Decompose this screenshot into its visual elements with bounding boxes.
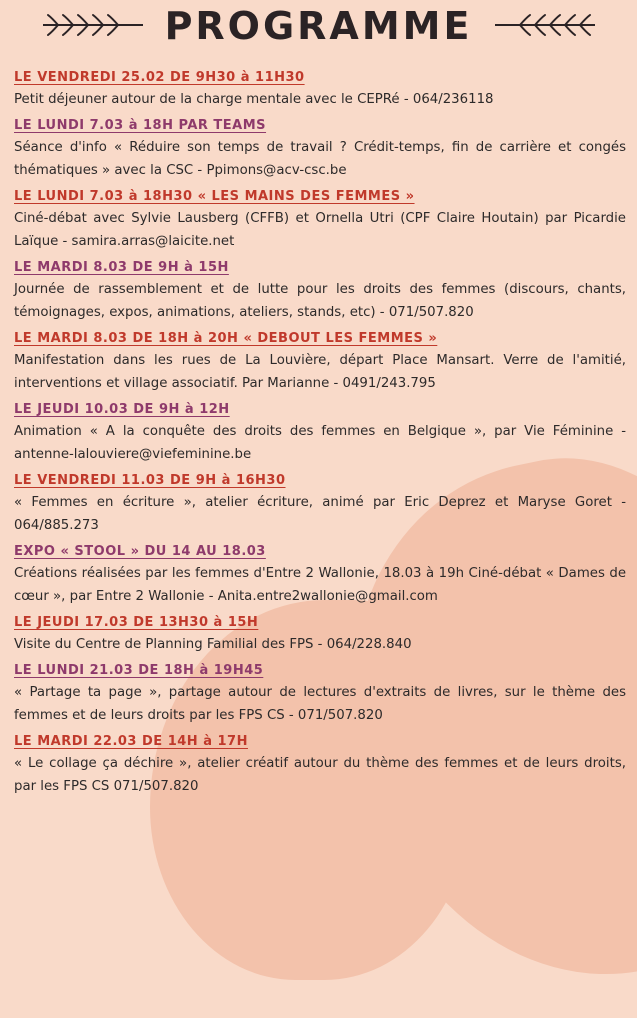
event-description: Manifestation dans les rues de La Louvière, départ Place Mansart. Verre de l'amitié, interventions et village associatif. Par Marianne - 0491/243.795 bbox=[14, 353, 626, 391]
event-heading: LE VENDREDI 11.03 DE 9H à 16H30 bbox=[14, 473, 286, 488]
event-item bbox=[14, 331, 626, 395]
event-description: « Le collage ça déchire », atelier créatif autour du thème des femmes et de leurs droits, par les FPS CS 071/507.820 bbox=[14, 756, 626, 794]
event-description: « Femmes en écriture », atelier écriture, animé par Eric Deprez et Maryse Goret - 064/885.273 bbox=[14, 495, 626, 533]
event-heading: LE JEUDI 17.03 DE 13H30 à 15H bbox=[14, 615, 259, 630]
event-description: Journée de rassemblement et de lutte pour les droits des femmes (discours, chants, témoignages, expos, animations, ateliers, stands, etc) - 071/507.820 bbox=[14, 282, 626, 320]
event-heading: LE LUNDI 7.03 à 18H PAR TEAMS bbox=[14, 118, 267, 133]
event-heading: LE MARDI 22.03 DE 14H à 17H bbox=[14, 734, 248, 749]
event-item bbox=[14, 544, 626, 608]
event-heading: LE MARDI 8.03 DE 18H à 20H « DEBOUT LES FEMMES » bbox=[14, 331, 438, 346]
right-branch-icon bbox=[490, 10, 600, 40]
event-heading: EXPO « STOOL » DU 14 AU 18.03 bbox=[14, 544, 266, 559]
event-item bbox=[14, 734, 626, 798]
event-list bbox=[14, 70, 626, 805]
event-heading: LE LUNDI 21.03 DE 18H à 19H45 bbox=[14, 663, 264, 678]
event-item bbox=[14, 118, 626, 182]
event-item bbox=[14, 615, 626, 656]
event-description: « Partage ta page », partage autour de lectures d'extraits de livres, sur le thème des femmes et de leurs droits par les FPS CS - 071/507.820 bbox=[14, 685, 626, 723]
event-heading: LE MARDI 8.03 DE 9H à 15H bbox=[14, 260, 229, 275]
event-description: Visite du Centre de Planning Familial des FPS - 064/228.840 bbox=[14, 637, 412, 652]
event-description: Petit déjeuner autour de la charge mentale avec le CEPRé - 064/236118 bbox=[14, 92, 494, 107]
event-heading: LE LUNDI 7.03 à 18H30 « LES MAINS DES FEMMES » bbox=[14, 189, 415, 204]
event-item bbox=[14, 70, 626, 111]
event-item bbox=[14, 473, 626, 537]
event-description: Animation « A la conquête des droits des femmes en Belgique », par Vie Féminine - antenne-lalouviere@viefeminine.be bbox=[14, 424, 626, 462]
event-item bbox=[14, 260, 626, 324]
event-item bbox=[14, 402, 626, 466]
event-description: Séance d'info « Réduire son temps de travail ? Crédit-temps, fin de carrière et congés thématiques » avec la CSC - Ppimons@acv-csc.be bbox=[14, 140, 626, 178]
event-heading: LE VENDREDI 25.02 DE 9H30 à 11H30 bbox=[14, 70, 305, 85]
event-description: Créations réalisées par les femmes d'Entre 2 Wallonie, 18.03 à 19h Ciné-débat « Dames de cœur », par Entre 2 Wallonie - Anita.entre2wallonie@gmail.com bbox=[14, 566, 626, 604]
page-title: PROGRAMME bbox=[164, 4, 473, 48]
event-heading: LE JEUDI 10.03 DE 9H à 12H bbox=[14, 402, 230, 417]
event-item bbox=[14, 663, 626, 727]
event-description: Ciné-débat avec Sylvie Lausberg (CFFB) et Ornella Utri (CPF Claire Houtain) par Picardie Laïque - samira.arras@laicite.net bbox=[14, 211, 626, 249]
header bbox=[0, 0, 637, 56]
event-item bbox=[14, 189, 626, 253]
